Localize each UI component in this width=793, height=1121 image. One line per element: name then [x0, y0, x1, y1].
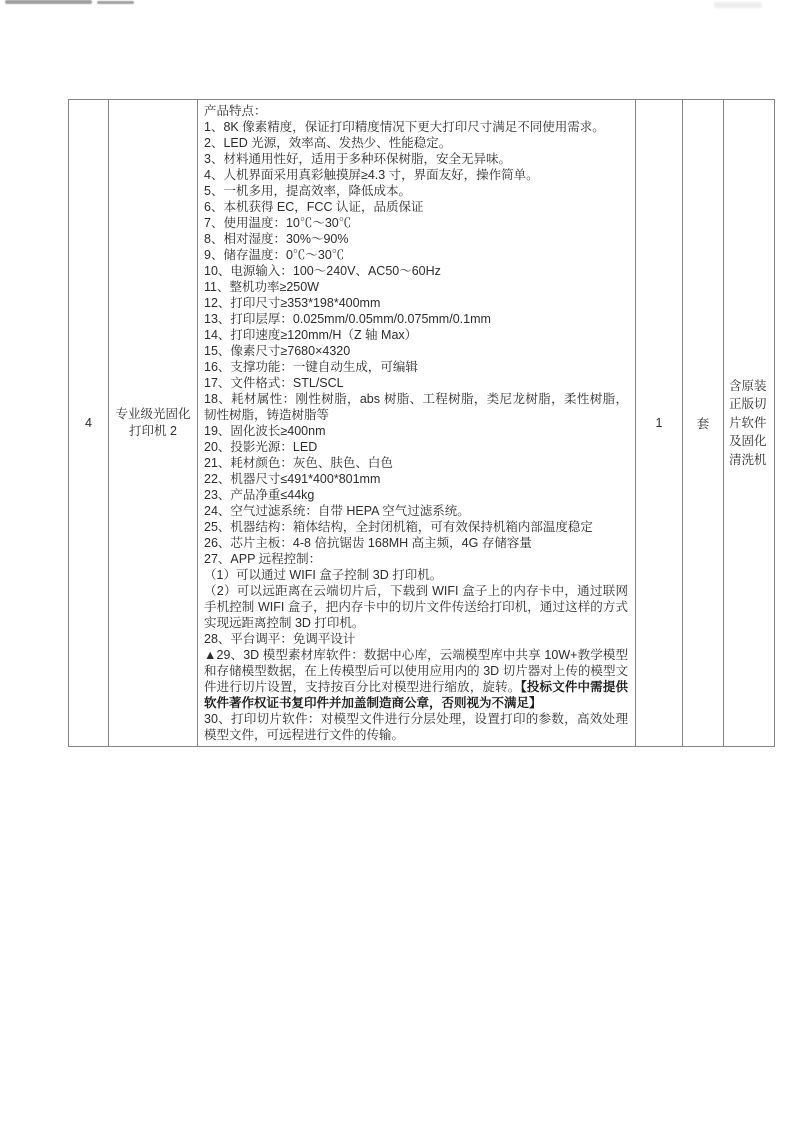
item-specs-cell	[198, 100, 636, 746]
spec-line-23: 23、产品净重≤44kg	[204, 488, 315, 502]
scan-artifact-streak	[97, 1, 134, 4]
spec-line-26: 26、芯片主板：4-8 倍抗锯齿 168MH 高主频，4G 存储容量	[204, 536, 532, 550]
spec-line-24: 24、空气过滤系统：自带 HEPA 空气过滤系统。	[204, 504, 470, 518]
spec-line-25: 25、机器结构：箱体结构，全封闭机箱，可有效保持机箱内部温度稳定	[204, 520, 593, 534]
scan-artifact-streak	[5, 0, 92, 4]
spec-line-12: 12、打印尺寸≥353*198*400mm	[204, 296, 381, 310]
item-index: 4	[85, 416, 92, 430]
remark-text: 含原装正版切片软件及固化清洗机	[729, 378, 767, 467]
spec-line-9: 9、储存温度：0℃～30℃	[204, 248, 345, 262]
spec-line-4: 4、人机界面采用真彩触摸屏≥4.3 寸，界面友好，操作简单。	[204, 168, 539, 182]
spec-line-27: 27、APP 远程控制：	[204, 552, 322, 566]
spec-line-30: 30、打印切片软件：对模型文件进行分层处理，设置打印的参数，高效处理模型文件，可远程进行文件的传输。	[204, 712, 628, 742]
spec-line-1: 1、8K 像素精度，保证打印精度情况下更大打印尺寸满足不同使用需求。	[204, 120, 605, 134]
spec-line-27-sub-1: （1）可以通过 WIFI 盒子控制 3D 打印机。	[204, 568, 443, 582]
spec-line-28: 28、平台调平：免调平设计	[204, 632, 356, 646]
scan-artifact-smudge	[714, 2, 762, 8]
spec-line-2: 2、LED 光源，效率高、发热少、性能稳定。	[204, 136, 452, 150]
spec-line-7: 7、使用温度：10℃～30℃	[204, 216, 352, 230]
spec-line-3: 3、材料通用性好，适用于多种环保树脂，安全无异味。	[204, 152, 511, 166]
quantity-value: 1	[655, 416, 663, 430]
item-name: 专业级光固化打印机 2	[115, 407, 191, 438]
unit-value: 套	[696, 417, 710, 431]
spec-line-20: 20、投影光源：LED	[204, 440, 318, 454]
item-index-cell	[69, 100, 109, 746]
spec-line-11: 11、整机功率≥250W	[204, 280, 319, 294]
unit-cell	[683, 100, 724, 746]
spec-line-27-sub-2: （2）可以远距离在云端切片后，下载到 WIFI 盒子上的内存卡中，通过联网手机控制 WIFI 盒子，把内存卡中的切片文件传送给打印机，通过这样的方式实现远距离控制 3D 打印机。	[204, 584, 628, 630]
remark-cell	[724, 100, 774, 746]
spec-line-15: 15、像素尺寸≥7680×4320	[204, 344, 351, 358]
spec-line-18: 18、耗材属性：刚性树脂，abs 树脂、工程树脂，类尼龙树脂，柔性树脂，韧性树脂，铸造树脂等	[204, 392, 628, 422]
spec-line-17: 17、文件格式：STL/SCL	[204, 376, 344, 390]
spec-line-13: 13、打印层厚：0.025mm/0.05mm/0.075mm/0.1mm	[204, 312, 491, 326]
spec-line-6: 6、本机获得 EC，FCC 认证，品质保证	[204, 200, 424, 214]
spec-line-8: 8、相对湿度：30%～90%	[204, 232, 349, 246]
spec-line-14: 14、打印速度≥120mm/H（Z 轴 Max）	[204, 328, 418, 342]
spec-line-19: 19、固化波长≥400nm	[204, 424, 326, 438]
spec-table-row-4	[68, 99, 775, 747]
spec-line-16: 16、支撑功能：一键自动生成，可编辑	[204, 360, 418, 374]
quantity-cell	[636, 100, 683, 746]
bold-tender-requirement: 【投标文件中需提供软件著作权证书复印件并加盖制造商公章，否则视为不满足】	[204, 680, 628, 710]
spec-line-22: 22、机器尺寸≤491*400*801mm	[204, 472, 381, 486]
spec-line-10: 10、电源输入：100～240V、AC50～60Hz	[204, 264, 441, 278]
specs-heading: 产品特点：	[204, 104, 267, 118]
spec-line-21: 21、耗材颜色：灰色、肤色、白色	[204, 456, 393, 470]
spec-line-29: ▲29、3D 模型素材库软件：数据中心库，云端模型库中共享 10W+教学模型和存储模型数据，在上传模型后可以使用应用内的 3D 切片器对上传的模型文件进行切片设置，支持按百分比对模型进行缩放，旋转。【投标文件中需提供软件著作权证书复印件并加盖制造商公章，否则视为不满足】	[204, 648, 628, 710]
item-name-cell	[109, 100, 198, 746]
spec-line-5: 5、一机多用，提高效率，降低成本。	[204, 184, 411, 198]
